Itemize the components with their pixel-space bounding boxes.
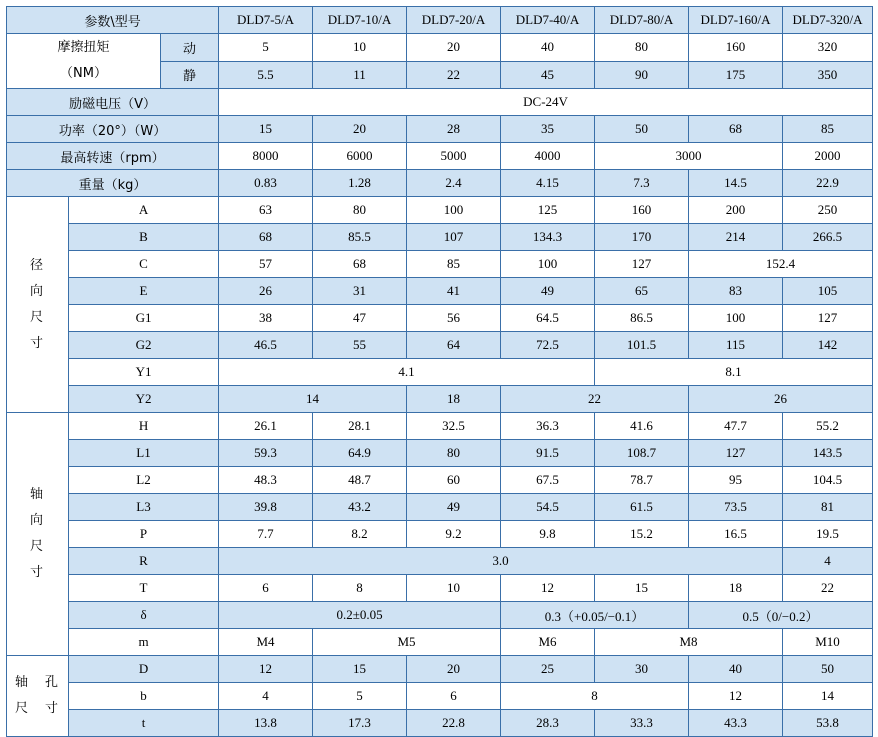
row-label-t: t	[69, 710, 219, 737]
row-label-G2: G2	[69, 332, 219, 359]
radial-label-char-3: 尺	[29, 309, 45, 325]
table-row-axial-m	[7, 629, 873, 656]
A-7: 250	[783, 197, 873, 224]
speed-6: 2000	[783, 143, 873, 170]
G1-1: 38	[219, 305, 313, 332]
table-header-row	[7, 7, 873, 34]
H-3: 32.5	[407, 413, 501, 440]
table-row-radial-G1	[7, 305, 873, 332]
row-label-D: D	[69, 656, 219, 683]
P-6: 16.5	[689, 521, 783, 548]
B-4: 134.3	[501, 224, 595, 251]
radial-label-char-2: 向	[29, 283, 45, 299]
L2-3: 60	[407, 467, 501, 494]
A-1: 63	[219, 197, 313, 224]
L1-5: 108.7	[595, 440, 689, 467]
m-4: M8	[595, 629, 783, 656]
B-1: 68	[219, 224, 313, 251]
row-label-L2: L2	[69, 467, 219, 494]
row-label-power: 功率（20°）（W）	[7, 116, 219, 143]
delta-2: 0.3（+0.05/−0.1）	[501, 602, 689, 629]
E-3: 41	[407, 278, 501, 305]
header-model-6: DLD7-160/A	[689, 7, 783, 34]
table-row-speed	[7, 143, 873, 170]
power-5: 50	[595, 116, 689, 143]
row-label-speed: 最高转速（rpm）	[7, 143, 219, 170]
row-label-weight: 重量（kg）	[7, 170, 219, 197]
row-label-R: R	[69, 548, 219, 575]
G2-3: 64	[407, 332, 501, 359]
A-2: 80	[313, 197, 407, 224]
table-row-axial-L2	[7, 467, 873, 494]
L3-4: 54.5	[501, 494, 595, 521]
L1-6: 127	[689, 440, 783, 467]
delta-1: 0.2±0.05	[219, 602, 501, 629]
row-label-L3: L3	[69, 494, 219, 521]
P-1: 7.7	[219, 521, 313, 548]
T-1: 6	[219, 575, 313, 602]
L1-4: 91.5	[501, 440, 595, 467]
E-4: 49	[501, 278, 595, 305]
B-6: 214	[689, 224, 783, 251]
A-5: 160	[595, 197, 689, 224]
weight-7: 22.9	[783, 170, 873, 197]
H-2: 28.1	[313, 413, 407, 440]
header-model-2: DLD7-10/A	[313, 7, 407, 34]
L2-7: 104.5	[783, 467, 873, 494]
t-2: 17.3	[313, 710, 407, 737]
speed-2: 6000	[313, 143, 407, 170]
torque-dynamic-5: 80	[595, 34, 689, 62]
b-4: 8	[501, 683, 689, 710]
power-1: 15	[219, 116, 313, 143]
b-6: 14	[783, 683, 873, 710]
P-4: 9.8	[501, 521, 595, 548]
B-5: 170	[595, 224, 689, 251]
table-row-radial-B	[7, 224, 873, 251]
row-label-H: H	[69, 413, 219, 440]
D-1: 12	[219, 656, 313, 683]
table-row-axial-H	[7, 413, 873, 440]
L2-1: 48.3	[219, 467, 313, 494]
B-3: 107	[407, 224, 501, 251]
table-row-radial-C	[7, 251, 873, 278]
table-row-axial-L1	[7, 440, 873, 467]
D-4: 25	[501, 656, 595, 683]
D-5: 30	[595, 656, 689, 683]
D-2: 15	[313, 656, 407, 683]
table-row-axial-T	[7, 575, 873, 602]
table-row-axial-P	[7, 521, 873, 548]
G1-7: 127	[783, 305, 873, 332]
G2-2: 55	[313, 332, 407, 359]
Y2-3: 22	[501, 386, 689, 413]
table-row-voltage	[7, 89, 873, 116]
P-3: 9.2	[407, 521, 501, 548]
t-3: 22.8	[407, 710, 501, 737]
H-7: 55.2	[783, 413, 873, 440]
weight-2: 1.28	[313, 170, 407, 197]
T-4: 12	[501, 575, 595, 602]
row-label-m: m	[69, 629, 219, 656]
H-6: 47.7	[689, 413, 783, 440]
row-label-B: B	[69, 224, 219, 251]
axial-label-char-4: 寸	[29, 565, 45, 580]
axial-label-char-2: 向	[29, 513, 45, 528]
H-5: 41.6	[595, 413, 689, 440]
table-row-axial-delta	[7, 602, 873, 629]
L3-3: 49	[407, 494, 501, 521]
torque-static-3: 22	[407, 61, 501, 89]
radial-label-char-1: 径	[29, 257, 45, 273]
P-7: 19.5	[783, 521, 873, 548]
L1-3: 80	[407, 440, 501, 467]
group-label-bore	[7, 656, 69, 737]
friction-torque-label-line2: （NM）	[60, 66, 107, 81]
group-label-axial	[7, 413, 69, 656]
torque-dynamic-7: 320	[783, 34, 873, 62]
row-label-voltage: 励磁电压（V）	[7, 89, 219, 116]
G2-1: 46.5	[219, 332, 313, 359]
table-row-bore-t	[7, 710, 873, 737]
torque-dynamic-1: 5	[219, 34, 313, 62]
row-label-L1: L1	[69, 440, 219, 467]
row-label-G1: G1	[69, 305, 219, 332]
H-4: 36.3	[501, 413, 595, 440]
E-6: 83	[689, 278, 783, 305]
G1-2: 47	[313, 305, 407, 332]
row-label-Y1: Y1	[69, 359, 219, 386]
m-2: M5	[313, 629, 501, 656]
G1-3: 56	[407, 305, 501, 332]
table-row-radial-A	[7, 197, 873, 224]
header-model-5: DLD7-80/A	[595, 7, 689, 34]
axial-label-char-3: 尺	[29, 539, 45, 554]
b-3: 6	[407, 683, 501, 710]
L2-6: 95	[689, 467, 783, 494]
C-4: 100	[501, 251, 595, 278]
torque-static-1: 5.5	[219, 61, 313, 89]
C-3: 85	[407, 251, 501, 278]
T-2: 8	[313, 575, 407, 602]
weight-5: 7.3	[595, 170, 689, 197]
power-6: 68	[689, 116, 783, 143]
speed-1: 8000	[219, 143, 313, 170]
row-label-b: b	[69, 683, 219, 710]
table-row-weight	[7, 170, 873, 197]
voltage-value: DC-24V	[219, 89, 873, 116]
table-row-radial-G2	[7, 332, 873, 359]
torque-dynamic-6: 160	[689, 34, 783, 62]
L1-2: 64.9	[313, 440, 407, 467]
row-label-friction-torque	[7, 34, 161, 89]
Y1-1: 4.1	[219, 359, 595, 386]
T-5: 15	[595, 575, 689, 602]
L1-1: 59.3	[219, 440, 313, 467]
sub-label-static: 静	[161, 61, 219, 89]
L2-2: 48.7	[313, 467, 407, 494]
row-label-A: A	[69, 197, 219, 224]
table-row-bore-b	[7, 683, 873, 710]
torque-dynamic-3: 20	[407, 34, 501, 62]
table-row-radial-Y1	[7, 359, 873, 386]
t-1: 13.8	[219, 710, 313, 737]
row-label-P: P	[69, 521, 219, 548]
Y2-4: 26	[689, 386, 873, 413]
C-5: 127	[595, 251, 689, 278]
axial-label-char-1: 轴	[29, 487, 45, 502]
L2-5: 78.7	[595, 467, 689, 494]
speed-4: 4000	[501, 143, 595, 170]
power-3: 28	[407, 116, 501, 143]
delta-3: 0.5（0/−0.2）	[689, 602, 873, 629]
R-2: 4	[783, 548, 873, 575]
radial-label-char-4: 寸	[29, 335, 45, 351]
weight-3: 2.4	[407, 170, 501, 197]
row-label-T: T	[69, 575, 219, 602]
P-2: 8.2	[313, 521, 407, 548]
torque-static-2: 11	[313, 61, 407, 89]
E-2: 31	[313, 278, 407, 305]
weight-4: 4.15	[501, 170, 595, 197]
C-1: 57	[219, 251, 313, 278]
table-row-radial-E	[7, 278, 873, 305]
header-model-4: DLD7-40/A	[501, 7, 595, 34]
t-7: 53.8	[783, 710, 873, 737]
table-row-torque-dynamic	[7, 34, 873, 62]
B-2: 85.5	[313, 224, 407, 251]
power-7: 85	[783, 116, 873, 143]
L2-4: 67.5	[501, 467, 595, 494]
G1-6: 100	[689, 305, 783, 332]
L3-2: 43.2	[313, 494, 407, 521]
L3-5: 61.5	[595, 494, 689, 521]
header-model-1: DLD7-5/A	[219, 7, 313, 34]
specification-table	[6, 6, 873, 737]
torque-static-7: 350	[783, 61, 873, 89]
L3-1: 39.8	[219, 494, 313, 521]
D-3: 20	[407, 656, 501, 683]
E-7: 105	[783, 278, 873, 305]
torque-static-5: 90	[595, 61, 689, 89]
torque-static-4: 45	[501, 61, 595, 89]
speed-5: 3000	[595, 143, 783, 170]
torque-dynamic-2: 10	[313, 34, 407, 62]
t-6: 43.3	[689, 710, 783, 737]
table-row-power	[7, 116, 873, 143]
row-label-Y2: Y2	[69, 386, 219, 413]
power-4: 35	[501, 116, 595, 143]
D-7: 50	[783, 656, 873, 683]
L1-7: 143.5	[783, 440, 873, 467]
b-1: 4	[219, 683, 313, 710]
E-1: 26	[219, 278, 313, 305]
weight-1: 0.83	[219, 170, 313, 197]
G2-5: 101.5	[595, 332, 689, 359]
G2-4: 72.5	[501, 332, 595, 359]
C-6: 152.4	[689, 251, 873, 278]
row-label-C: C	[69, 251, 219, 278]
t-5: 33.3	[595, 710, 689, 737]
P-5: 15.2	[595, 521, 689, 548]
D-6: 40	[689, 656, 783, 683]
bore-label-line1: 轴 孔	[14, 675, 60, 690]
header-model-3: DLD7-20/A	[407, 7, 501, 34]
H-1: 26.1	[219, 413, 313, 440]
L3-7: 81	[783, 494, 873, 521]
m-3: M6	[501, 629, 595, 656]
b-5: 12	[689, 683, 783, 710]
E-5: 65	[595, 278, 689, 305]
b-2: 5	[313, 683, 407, 710]
T-6: 18	[689, 575, 783, 602]
B-7: 266.5	[783, 224, 873, 251]
row-label-E: E	[69, 278, 219, 305]
table-row-axial-L3	[7, 494, 873, 521]
A-3: 100	[407, 197, 501, 224]
torque-dynamic-4: 40	[501, 34, 595, 62]
C-2: 68	[313, 251, 407, 278]
Y2-1: 14	[219, 386, 407, 413]
weight-6: 14.5	[689, 170, 783, 197]
m-1: M4	[219, 629, 313, 656]
friction-torque-label-line1: 摩擦扭矩	[57, 40, 110, 55]
header-corner: 参数\型号	[7, 7, 219, 34]
power-2: 20	[313, 116, 407, 143]
A-6: 200	[689, 197, 783, 224]
G1-5: 86.5	[595, 305, 689, 332]
L3-6: 73.5	[689, 494, 783, 521]
G2-6: 115	[689, 332, 783, 359]
A-4: 125	[501, 197, 595, 224]
T-7: 22	[783, 575, 873, 602]
t-4: 28.3	[501, 710, 595, 737]
table-row-axial-R	[7, 548, 873, 575]
row-label-delta: δ	[69, 602, 219, 629]
Y2-2: 18	[407, 386, 501, 413]
Y1-2: 8.1	[595, 359, 873, 386]
G1-4: 64.5	[501, 305, 595, 332]
R-1: 3.0	[219, 548, 783, 575]
m-5: M10	[783, 629, 873, 656]
sub-label-dynamic: 动	[161, 34, 219, 62]
header-model-7: DLD7-320/A	[783, 7, 873, 34]
group-label-radial	[7, 197, 69, 413]
bore-label-line2: 尺 寸	[14, 701, 60, 716]
table-row-radial-Y2	[7, 386, 873, 413]
speed-3: 5000	[407, 143, 501, 170]
torque-static-6: 175	[689, 61, 783, 89]
G2-7: 142	[783, 332, 873, 359]
T-3: 10	[407, 575, 501, 602]
